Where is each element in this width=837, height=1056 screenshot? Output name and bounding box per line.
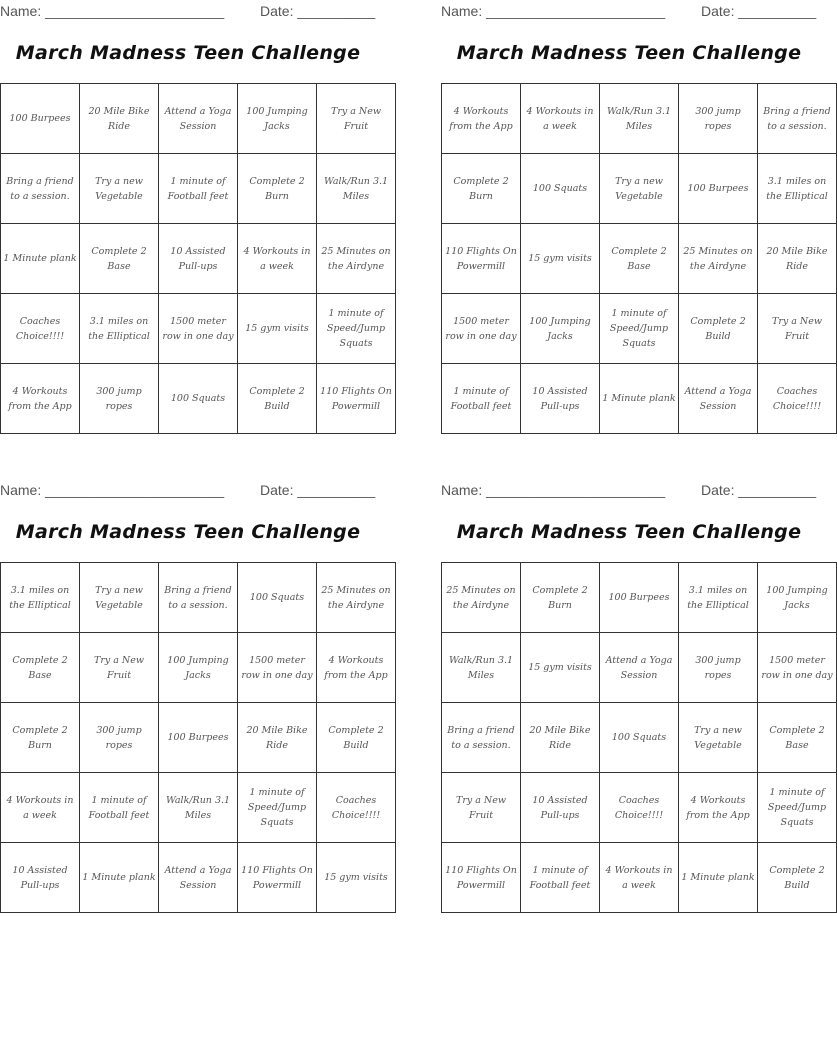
- grid-cell[interactable]: 1 minute of Speed/Jump Squats: [600, 294, 679, 364]
- grid-row: [1, 633, 396, 703]
- grid-cell[interactable]: 100 Jumping Jacks: [521, 294, 600, 364]
- name-date-line: [0, 0, 376, 22]
- grid-cell[interactable]: Try a new Vegetable: [679, 703, 758, 773]
- grid-cell[interactable]: Coaches Choice!!!!: [758, 364, 837, 434]
- card-title: March Madness Teen Challenge: [456, 521, 802, 543]
- grid-cell[interactable]: 100 Jumping Jacks: [238, 84, 317, 154]
- grid-cell[interactable]: 15 gym visits: [238, 294, 317, 364]
- grid-cell[interactable]: 15 gym visits: [521, 633, 600, 703]
- grid-cell[interactable]: 3.1 miles on the Elliptical: [1, 563, 80, 633]
- grid-cell[interactable]: Complete 2 Base: [758, 703, 837, 773]
- grid-cell[interactable]: 4 Workouts in a week: [1, 773, 80, 843]
- grid-cell[interactable]: Walk/Run 3.1 Miles: [317, 154, 396, 224]
- grid-cell[interactable]: 4 Workouts in a week: [521, 84, 600, 154]
- grid-cell[interactable]: Complete 2 Burn: [238, 154, 317, 224]
- grid-cell[interactable]: 10 Assisted Pull-ups: [159, 224, 238, 294]
- grid-cell[interactable]: 10 Assisted Pull-ups: [521, 773, 600, 843]
- grid-cell[interactable]: 3.1 miles on the Elliptical: [679, 563, 758, 633]
- grid-cell[interactable]: 110 Flights On Powermill: [442, 224, 521, 294]
- grid-cell[interactable]: 300 jump ropes: [679, 633, 758, 703]
- grid-cell[interactable]: 1 minute of Football feet: [80, 773, 159, 843]
- grid-cell[interactable]: 110 Flights On Powermill: [317, 364, 396, 434]
- grid-cell[interactable]: Attend a Yoga Session: [159, 84, 238, 154]
- grid-row: [442, 703, 837, 773]
- grid-cell[interactable]: 1 minute of Speed/Jump Squats: [238, 773, 317, 843]
- grid-row: [1, 364, 396, 434]
- bingo-grid: [0, 562, 396, 913]
- grid-cell[interactable]: 110 Flights On Powermill: [238, 843, 317, 913]
- grid-cell[interactable]: 15 gym visits: [521, 224, 600, 294]
- card-title: March Madness Teen Challenge: [456, 42, 802, 64]
- grid-cell[interactable]: Try a new Vegetable: [80, 563, 159, 633]
- grid-row: [442, 563, 837, 633]
- grid-cell[interactable]: 100 Burpees: [600, 563, 679, 633]
- grid-cell[interactable]: Bring a friend to a session.: [1, 154, 80, 224]
- grid-row: [1, 773, 396, 843]
- name-date-line: [441, 479, 817, 501]
- bingo-grid: [441, 83, 837, 434]
- grid-cell[interactable]: 4 Workouts in a week: [600, 843, 679, 913]
- grid-cell[interactable]: 4 Workouts from the App: [1, 364, 80, 434]
- grid-cell[interactable]: 25 Minutes on the Airdyne: [317, 224, 396, 294]
- grid-cell[interactable]: 1 minute of Speed/Jump Squats: [317, 294, 396, 364]
- grid-cell[interactable]: Try a new Vegetable: [80, 154, 159, 224]
- grid-cell[interactable]: 4 Workouts from the App: [679, 773, 758, 843]
- date-field-label[interactable]: Date: __________: [701, 3, 817, 19]
- grid-cell[interactable]: Bring a friend to a session.: [159, 563, 238, 633]
- grid-row: [442, 633, 837, 703]
- bingo-grid: [0, 83, 396, 434]
- grid-cell[interactable]: Complete 2 Build: [317, 703, 396, 773]
- grid-row: [1, 154, 396, 224]
- grid-cell[interactable]: 1500 meter row in one day: [159, 294, 238, 364]
- grid-cell[interactable]: 1500 meter row in one day: [758, 633, 837, 703]
- grid-cell[interactable]: 300 jump ropes: [80, 703, 159, 773]
- grid-cell[interactable]: Complete 2 Burn: [521, 563, 600, 633]
- name-date-line: [441, 0, 817, 22]
- grid-cell[interactable]: 100 Burpees: [159, 703, 238, 773]
- grid-cell[interactable]: 25 Minutes on the Airdyne: [679, 224, 758, 294]
- grid-row: [442, 843, 837, 913]
- grid-row: [1, 224, 396, 294]
- grid-cell[interactable]: Try a New Fruit: [80, 633, 159, 703]
- grid-cell[interactable]: 100 Burpees: [1, 84, 80, 154]
- grid-cell[interactable]: 3.1 miles on the Elliptical: [758, 154, 837, 224]
- grid-cell[interactable]: Try a New Fruit: [758, 294, 837, 364]
- grid-cell[interactable]: 100 Burpees: [679, 154, 758, 224]
- grid-cell[interactable]: 300 jump ropes: [679, 84, 758, 154]
- grid-cell[interactable]: 10 Assisted Pull-ups: [1, 843, 80, 913]
- grid-cell[interactable]: Complete 2 Build: [238, 364, 317, 434]
- name-field-label[interactable]: Name: _______________________: [0, 3, 225, 19]
- grid-cell[interactable]: 3.1 miles on the Elliptical: [80, 294, 159, 364]
- grid-cell[interactable]: Try a New Fruit: [317, 84, 396, 154]
- grid-cell[interactable]: Attend a Yoga Session: [600, 633, 679, 703]
- card-title: March Madness Teen Challenge: [15, 42, 361, 64]
- date-field-label[interactable]: Date: __________: [260, 482, 376, 498]
- grid-cell[interactable]: Coaches Choice!!!!: [600, 773, 679, 843]
- grid-cell[interactable]: 25 Minutes on the Airdyne: [442, 563, 521, 633]
- grid-cell[interactable]: 1 minute of Speed/Jump Squats: [758, 773, 837, 843]
- name-field-label[interactable]: Name: _______________________: [0, 482, 225, 498]
- grid-cell[interactable]: Attend a Yoga Session: [159, 843, 238, 913]
- grid-row: [442, 364, 837, 434]
- grid-cell[interactable]: Walk/Run 3.1 Miles: [159, 773, 238, 843]
- grid-cell[interactable]: 1 Minute plank: [600, 364, 679, 434]
- grid-cell[interactable]: 20 Mile Bike Ride: [521, 703, 600, 773]
- grid-cell[interactable]: 100 Squats: [521, 154, 600, 224]
- grid-cell[interactable]: 1 minute of Football feet: [159, 154, 238, 224]
- grid-cell[interactable]: Try a new Vegetable: [600, 154, 679, 224]
- grid-row: [1, 563, 396, 633]
- grid-cell[interactable]: Complete 2 Base: [80, 224, 159, 294]
- grid-cell[interactable]: 100 Jumping Jacks: [159, 633, 238, 703]
- grid-cell[interactable]: Bring a friend to a session.: [758, 84, 837, 154]
- grid-row: [442, 154, 837, 224]
- grid-cell[interactable]: 1 Minute plank: [1, 224, 80, 294]
- grid-cell[interactable]: Bring a friend to a session.: [442, 703, 521, 773]
- card-title: March Madness Teen Challenge: [15, 521, 361, 543]
- grid-cell[interactable]: 1 Minute plank: [679, 843, 758, 913]
- grid-cell[interactable]: 110 Flights On Powermill: [442, 843, 521, 913]
- grid-row: [442, 224, 837, 294]
- grid-row: [442, 294, 837, 364]
- date-field-label[interactable]: Date: __________: [701, 482, 817, 498]
- grid-row: [442, 773, 837, 843]
- grid-cell[interactable]: Walk/Run 3.1 Miles: [600, 84, 679, 154]
- grid-cell[interactable]: Try a New Fruit: [442, 773, 521, 843]
- grid-row: [1, 843, 396, 913]
- grid-cell[interactable]: Attend a Yoga Session: [679, 364, 758, 434]
- grid-cell[interactable]: 20 Mile Bike Ride: [758, 224, 837, 294]
- grid-cell[interactable]: 15 gym visits: [317, 843, 396, 913]
- grid-cell[interactable]: 100 Squats: [159, 364, 238, 434]
- grid-cell[interactable]: 20 Mile Bike Ride: [80, 84, 159, 154]
- grid-cell[interactable]: Complete 2 Burn: [442, 154, 521, 224]
- date-field-label[interactable]: Date: __________: [260, 3, 376, 19]
- name-date-line: [0, 479, 376, 501]
- grid-cell[interactable]: 100 Jumping Jacks: [758, 563, 837, 633]
- grid-cell[interactable]: 4 Workouts from the App: [317, 633, 396, 703]
- grid-cell[interactable]: 20 Mile Bike Ride: [238, 703, 317, 773]
- grid-cell[interactable]: Walk/Run 3.1 Miles: [442, 633, 521, 703]
- grid-cell[interactable]: 100 Squats: [238, 563, 317, 633]
- grid-cell[interactable]: 25 Minutes on the Airdyne: [317, 563, 396, 633]
- grid-cell[interactable]: 100 Squats: [600, 703, 679, 773]
- bingo-grid: [441, 562, 837, 913]
- grid-cell[interactable]: 1500 meter row in one day: [442, 294, 521, 364]
- grid-cell[interactable]: Coaches Choice!!!!: [317, 773, 396, 843]
- grid-row: [1, 84, 396, 154]
- grid-row: [442, 84, 837, 154]
- grid-row: [1, 294, 396, 364]
- grid-cell[interactable]: 10 Assisted Pull-ups: [521, 364, 600, 434]
- grid-cell[interactable]: 4 Workouts from the App: [442, 84, 521, 154]
- grid-cell[interactable]: 1500 meter row in one day: [238, 633, 317, 703]
- grid-cell[interactable]: Complete 2 Build: [758, 843, 837, 913]
- grid-row: [1, 703, 396, 773]
- grid-cell[interactable]: 1 minute of Football feet: [521, 843, 600, 913]
- grid-cell[interactable]: Coaches Choice!!!!: [1, 294, 80, 364]
- name-field-label[interactable]: Name: _______________________: [441, 482, 666, 498]
- grid-cell[interactable]: 4 Workouts in a week: [238, 224, 317, 294]
- grid-cell[interactable]: 1 minute of Football feet: [442, 364, 521, 434]
- name-field-label[interactable]: Name: _______________________: [441, 3, 666, 19]
- grid-cell[interactable]: Complete 2 Burn: [1, 703, 80, 773]
- grid-cell[interactable]: Complete 2 Base: [600, 224, 679, 294]
- grid-cell[interactable]: Complete 2 Build: [679, 294, 758, 364]
- grid-cell[interactable]: Complete 2 Base: [1, 633, 80, 703]
- grid-cell[interactable]: 300 jump ropes: [80, 364, 159, 434]
- grid-cell[interactable]: 1 Minute plank: [80, 843, 159, 913]
